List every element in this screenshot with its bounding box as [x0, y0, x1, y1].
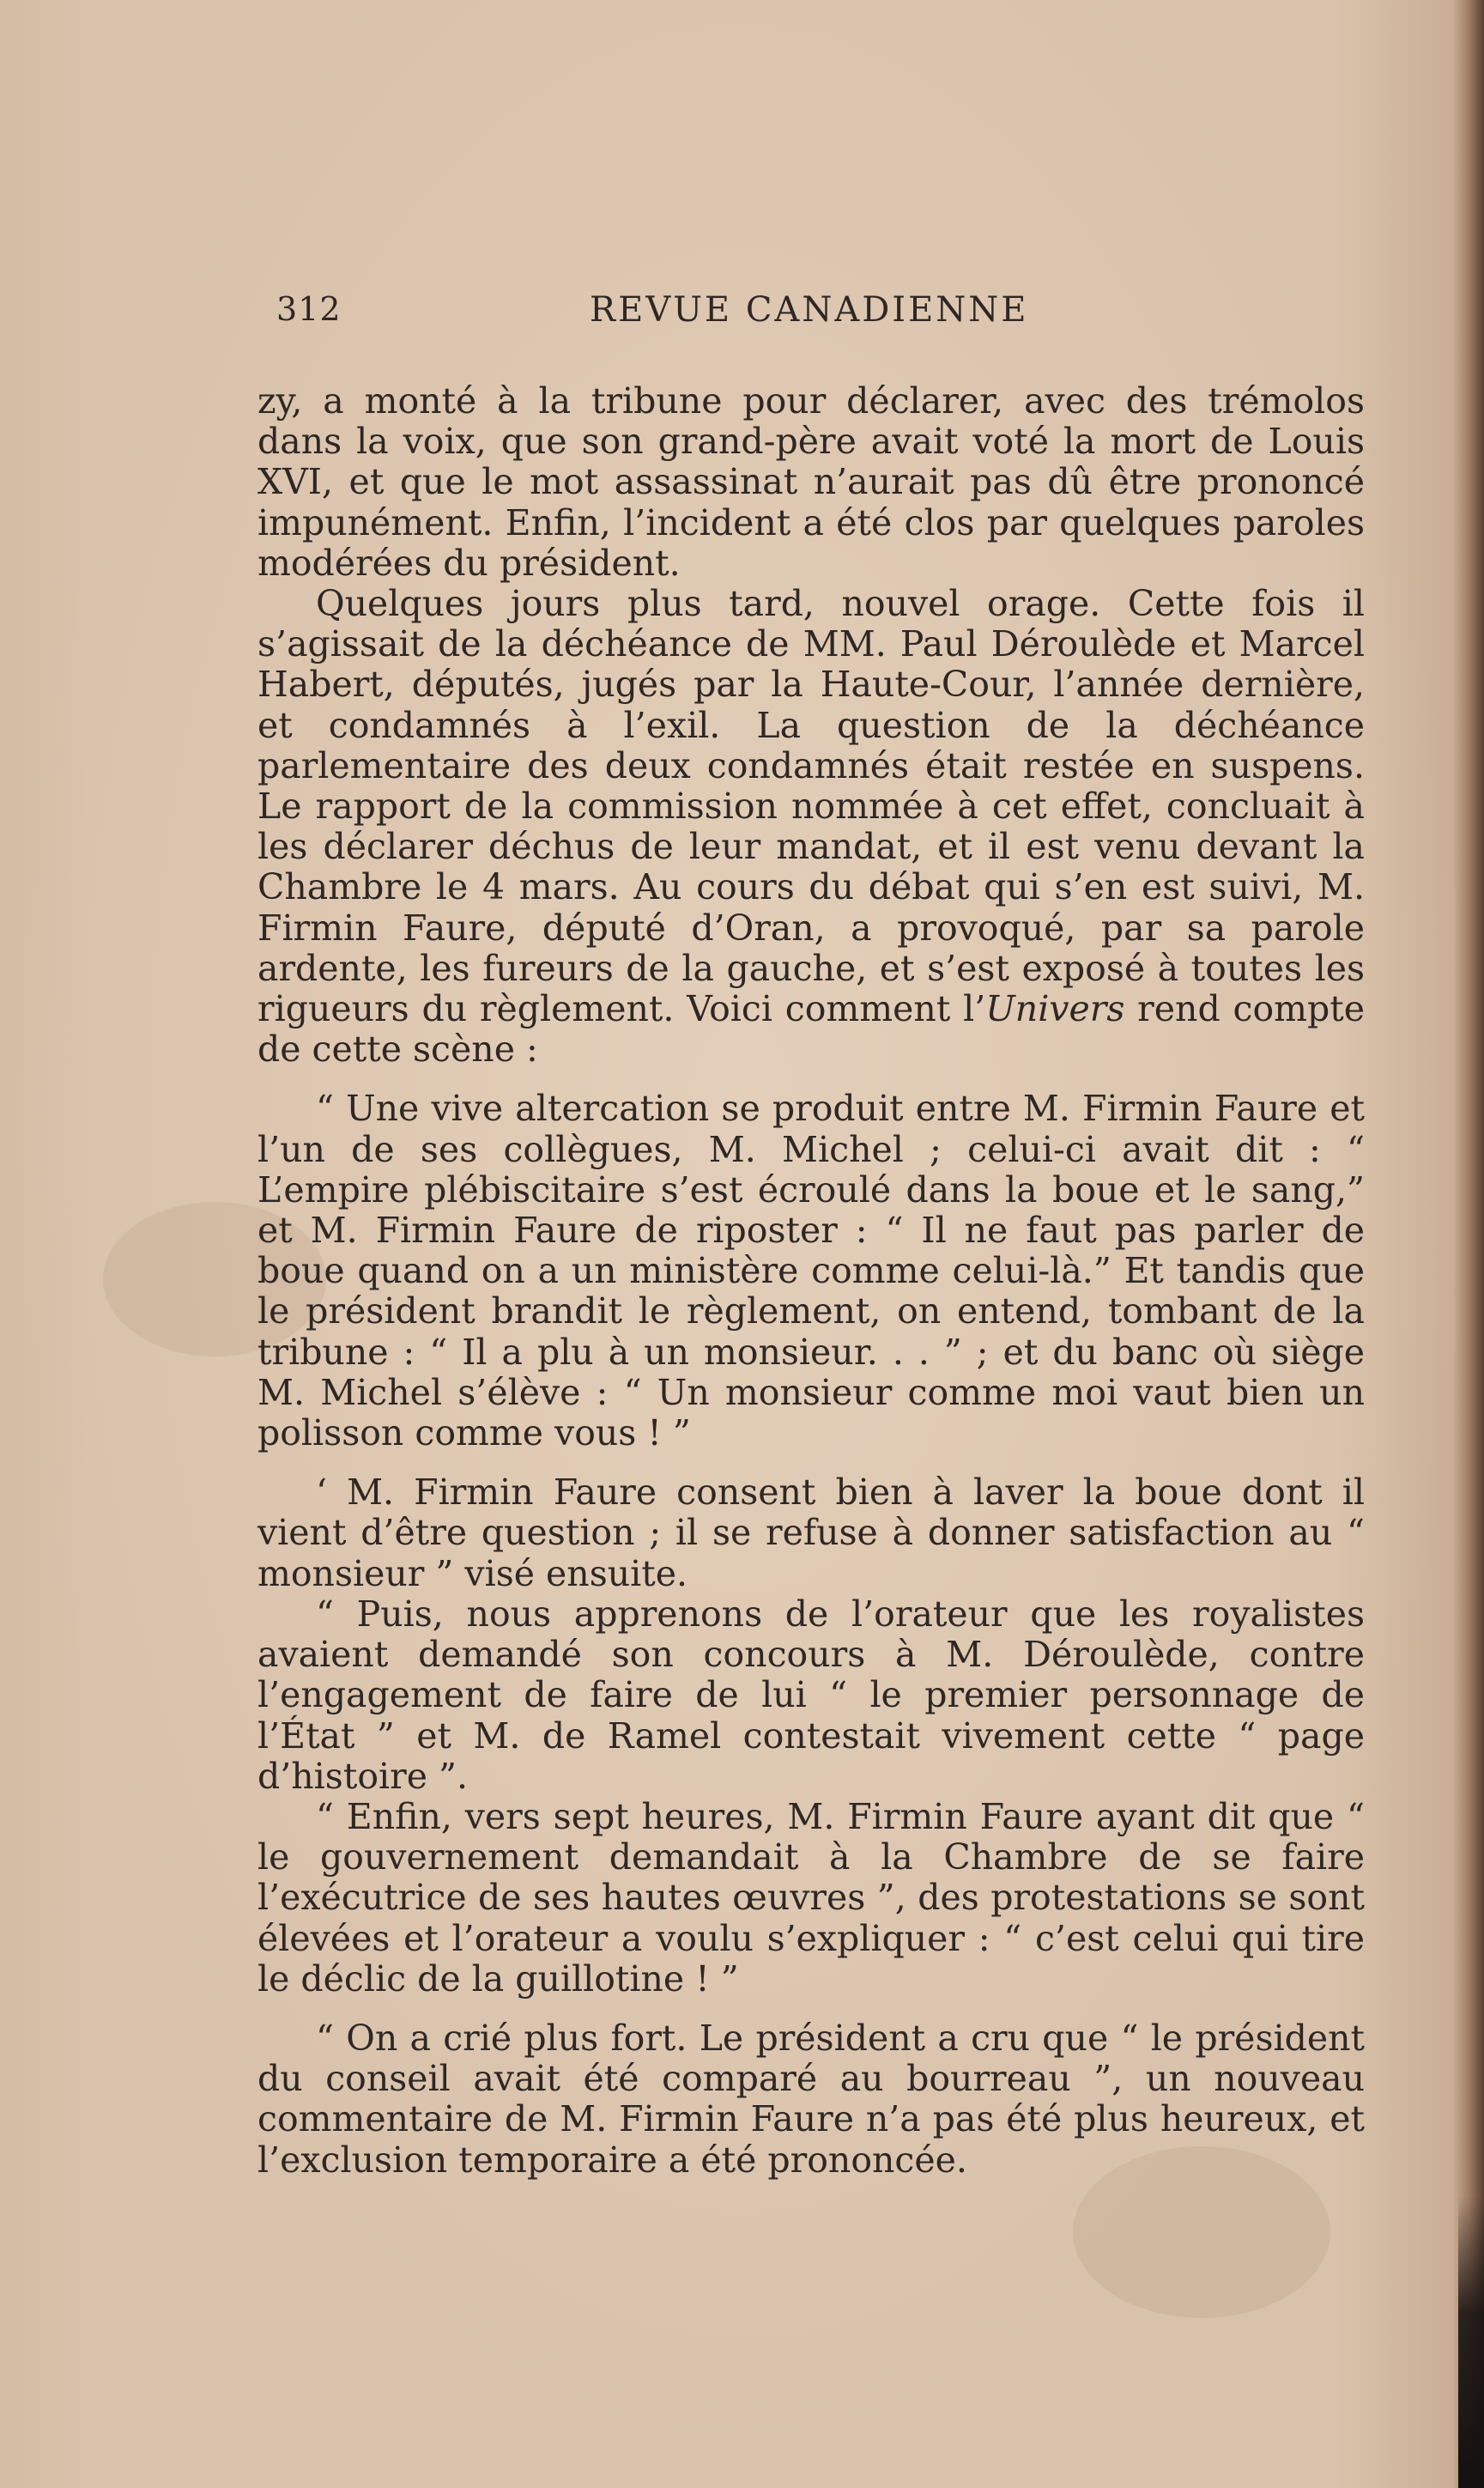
page-edge-shadow	[1453, 0, 1484, 2488]
page-header	[276, 290, 1057, 342]
quote-boue: ‘ M. Firmin Faure consent bien à laver la boue dont il vient d’être question ; il se refuse à donner satisfaction au “ monsieur ” visé ensuite.	[257, 1472, 1365, 1594]
paragraph-deroulede	[257, 584, 1365, 1070]
running-head: REVUE CANADIENNE	[590, 290, 1029, 330]
paragraph-deroulede-text: Quelques jours plus tard, nouvel orage. Cette fois il s’agissait de la déchéance de MM. Paul Déroulède et Marcel Habert, députés, jugés par la Haute-Cour, l’année dernière, et condamnés à l’exil. La question de la déchéance parlementaire des deux condamnés était restée en suspens. Le rapport de la commission nommée à cet effet, concluait à les déclarer déchus de leur mandat, et il est venu devant la Chambre le 4 mars. Au cours du débat qui s’en est suivi, M. Firmin Faure, député d’Oran, a provoqué, par sa parole ardente, les fureurs de la gauche, et s’est exposé à toutes les rigueurs du règlement.	[257, 583, 1365, 1030]
univers-intro: Voici comment l’	[687, 988, 986, 1030]
quote-altercation: “ Une vive altercation se produit entre M. Firmin Faure et l’un de ses collègues, M. Michel ; celui-ci avait dit : “ L’empire plébiscitaire s’est écroulé dans la boue et le sang,” et M. Firmin Faure de riposter : “ Il ne faut pas parler de boue quand on a un ministère comme celui-là.” Et tandis que le président brandit le règlement, on entend, tombant de la tribune : “ Il a plu à un monsieur. . . ” ; et du banc où siège M. Michel s’élève : “ Un monsieur comme moi vaut bien un polisson comme vous ! ”	[257, 1088, 1365, 1454]
quote-exclusion: “ On a crié plus fort. Le président a cru que “ le président du conseil avait été comparé au bourreau ”, un nouveau commentaire de M. Firmin Faure n’a pas été plus heureux, et l’exclusion temporaire a été prononcée.	[257, 2017, 1365, 2181]
paragraph-continuation: zy, a monté à la tribune pour déclarer, avec des trémolos dans la voix, que son grand-père avait voté la mort de Louis XVI, et que le mot assassinat n’aurait pas dû être prononcé impunément. Enfin, l’incident a été clos par quelques paroles modérées du président.	[257, 380, 1365, 584]
quote-guillotine: “ Enfin, vers sept heures, M. Firmin Faure ayant dit que “ le gouvernement demandait à la Chambre de se faire l’exécutrice de ses hautes œuvres ”, des protestations se sont élevées et l’orateur a voulu s’expliquer : “ c’est celui qui tire le déclic de la guillotine ! ”	[257, 1795, 1365, 2000]
page-number: 312	[276, 290, 342, 328]
article-text	[257, 381, 1365, 2181]
univers-title: Univers	[985, 988, 1125, 1030]
quote-royalistes: “ Puis, nous apprenons de l’orateur que les royalistes avaient demandé son concours à M. Déroulède, contre l’engagement de faire de lui “ le premier personnage de l’État ” et M. de Ramel contestait vivement cette “ page d’histoire ”.	[257, 1593, 1365, 1797]
univers-intro-end: rend compte de cette scène :	[257, 988, 1365, 1071]
page-edge-dark	[1458, 2196, 1484, 2488]
